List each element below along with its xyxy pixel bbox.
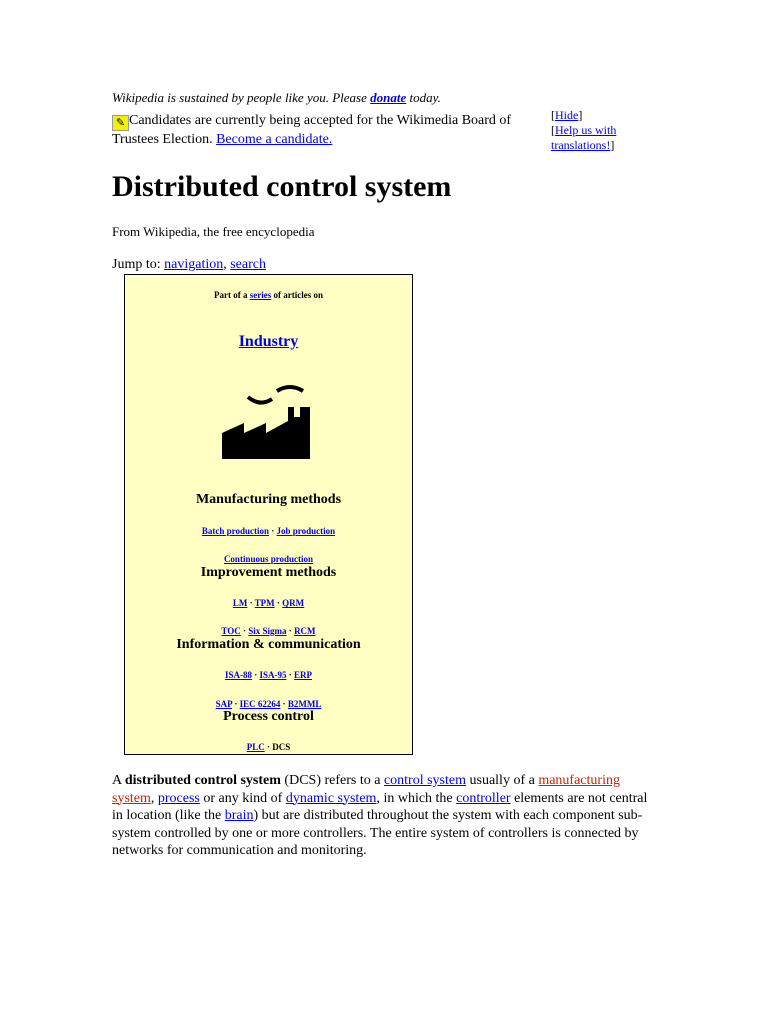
series-pre: Part of a	[214, 290, 250, 300]
jump-label: Jump to:	[112, 257, 165, 272]
sap-link[interactable]: SAP	[215, 699, 233, 709]
links-improvement-2: TOC · Six Sigma · RCM	[221, 626, 316, 636]
infobox-title	[125, 333, 412, 351]
plc-link[interactable]: PLC	[246, 742, 265, 752]
manufacturing-system-link[interactable]: manufacturing system	[112, 773, 620, 806]
links-manufacturing-2	[125, 554, 412, 564]
series-link[interactable]: series	[249, 290, 272, 300]
text: A	[112, 773, 125, 788]
links-manufacturing-1: Batch production · Job production	[201, 526, 336, 536]
links-process-control: PLC · DCS	[246, 742, 291, 752]
text: elements are not central in location (like the	[112, 790, 648, 823]
translate-help-link[interactable]: Help us with translations!	[551, 123, 617, 152]
process-link[interactable]: process	[157, 790, 200, 806]
notice-text-end: today.	[406, 90, 441, 105]
term-bold: distributed control system	[124, 773, 281, 788]
job-production-link[interactable]: Job production	[276, 526, 336, 536]
jump-to: Jump to: navigation, search	[112, 257, 266, 272]
isa-88-link[interactable]: ISA-88	[224, 670, 252, 680]
controller-link[interactable]: controller	[456, 790, 511, 806]
isa-95-link[interactable]: ISA-95	[259, 670, 287, 680]
text: ) but are distributed throughout the system with each component sub-system controlled by one or more controllers. The entire system of controllers is connected by networks for communication and monitoring.	[112, 808, 643, 858]
infobox-series	[125, 290, 412, 300]
tpm-link[interactable]: TPM	[254, 598, 275, 608]
text: , in which the	[376, 790, 457, 806]
iec-62264-link[interactable]: IEC 62264	[239, 699, 281, 709]
heading-improvement: Improvement methods	[200, 565, 337, 580]
text: usually of a	[466, 773, 539, 788]
site-sub: From Wikipedia, the free encyclopedia	[112, 224, 315, 239]
rcm-link[interactable]: RCM	[294, 626, 316, 636]
hide-link[interactable]: Hide	[555, 108, 579, 122]
heading-manufacturing: Manufacturing methods	[195, 492, 342, 507]
election-notice	[112, 112, 552, 148]
erp-link[interactable]: ERP	[294, 670, 313, 680]
jump-search-link[interactable]: search	[230, 257, 266, 272]
batch-production-link[interactable]: Batch production	[201, 526, 269, 536]
site-notice	[112, 90, 441, 106]
links-information-2: SAP · IEC 62264 · B2MML	[215, 699, 322, 709]
qrm-link[interactable]: QRM	[282, 598, 305, 608]
six-sigma-link[interactable]: Six Sigma	[248, 626, 287, 636]
jump-navigation-link[interactable]: navigation	[164, 257, 224, 272]
text: ,	[150, 790, 158, 806]
dcs-label: DCS	[272, 742, 291, 752]
donate-link[interactable]: donate	[370, 90, 407, 105]
brain-link[interactable]: brain	[224, 808, 254, 823]
b2mml-link[interactable]: B2MML	[287, 699, 322, 709]
page-title: Distributed control system	[112, 170, 452, 203]
links-information-1: ISA-88 · ISA-95 · ERP	[224, 670, 313, 680]
links-improvement-1: LM · TPM · QRM	[232, 598, 305, 608]
text: (DCS) refers to a	[280, 773, 384, 788]
become-candidate-link[interactable]: Become a candidate.	[216, 132, 333, 147]
series-post: of articles on	[271, 290, 323, 300]
toc-link[interactable]: TOC	[221, 626, 241, 636]
dynamic-system-link[interactable]: dynamic system	[285, 790, 377, 806]
election-text: Candidates are currently being accepted for the Wikimedia Board of Trustees Election.	[112, 113, 512, 147]
continuous-production-link[interactable]: Continuous production	[223, 554, 314, 564]
notice-text: Wikipedia is sustained by people like you. Please	[112, 90, 371, 105]
heading-information: Information & communication	[176, 637, 361, 652]
control-system-link[interactable]: control system	[383, 773, 466, 788]
notice-controls: [Hide] [Help us with translations!]	[551, 108, 617, 152]
lm-link[interactable]: LM	[232, 598, 248, 608]
heading-process-control: Process control	[223, 709, 314, 724]
article-paragraph	[112, 772, 660, 860]
industry-infobox	[124, 274, 413, 755]
text: or any kind of	[199, 790, 286, 806]
ballot-icon: ✎	[112, 115, 129, 131]
factory-icon	[222, 383, 316, 459]
industry-link[interactable]: Industry	[238, 333, 299, 350]
